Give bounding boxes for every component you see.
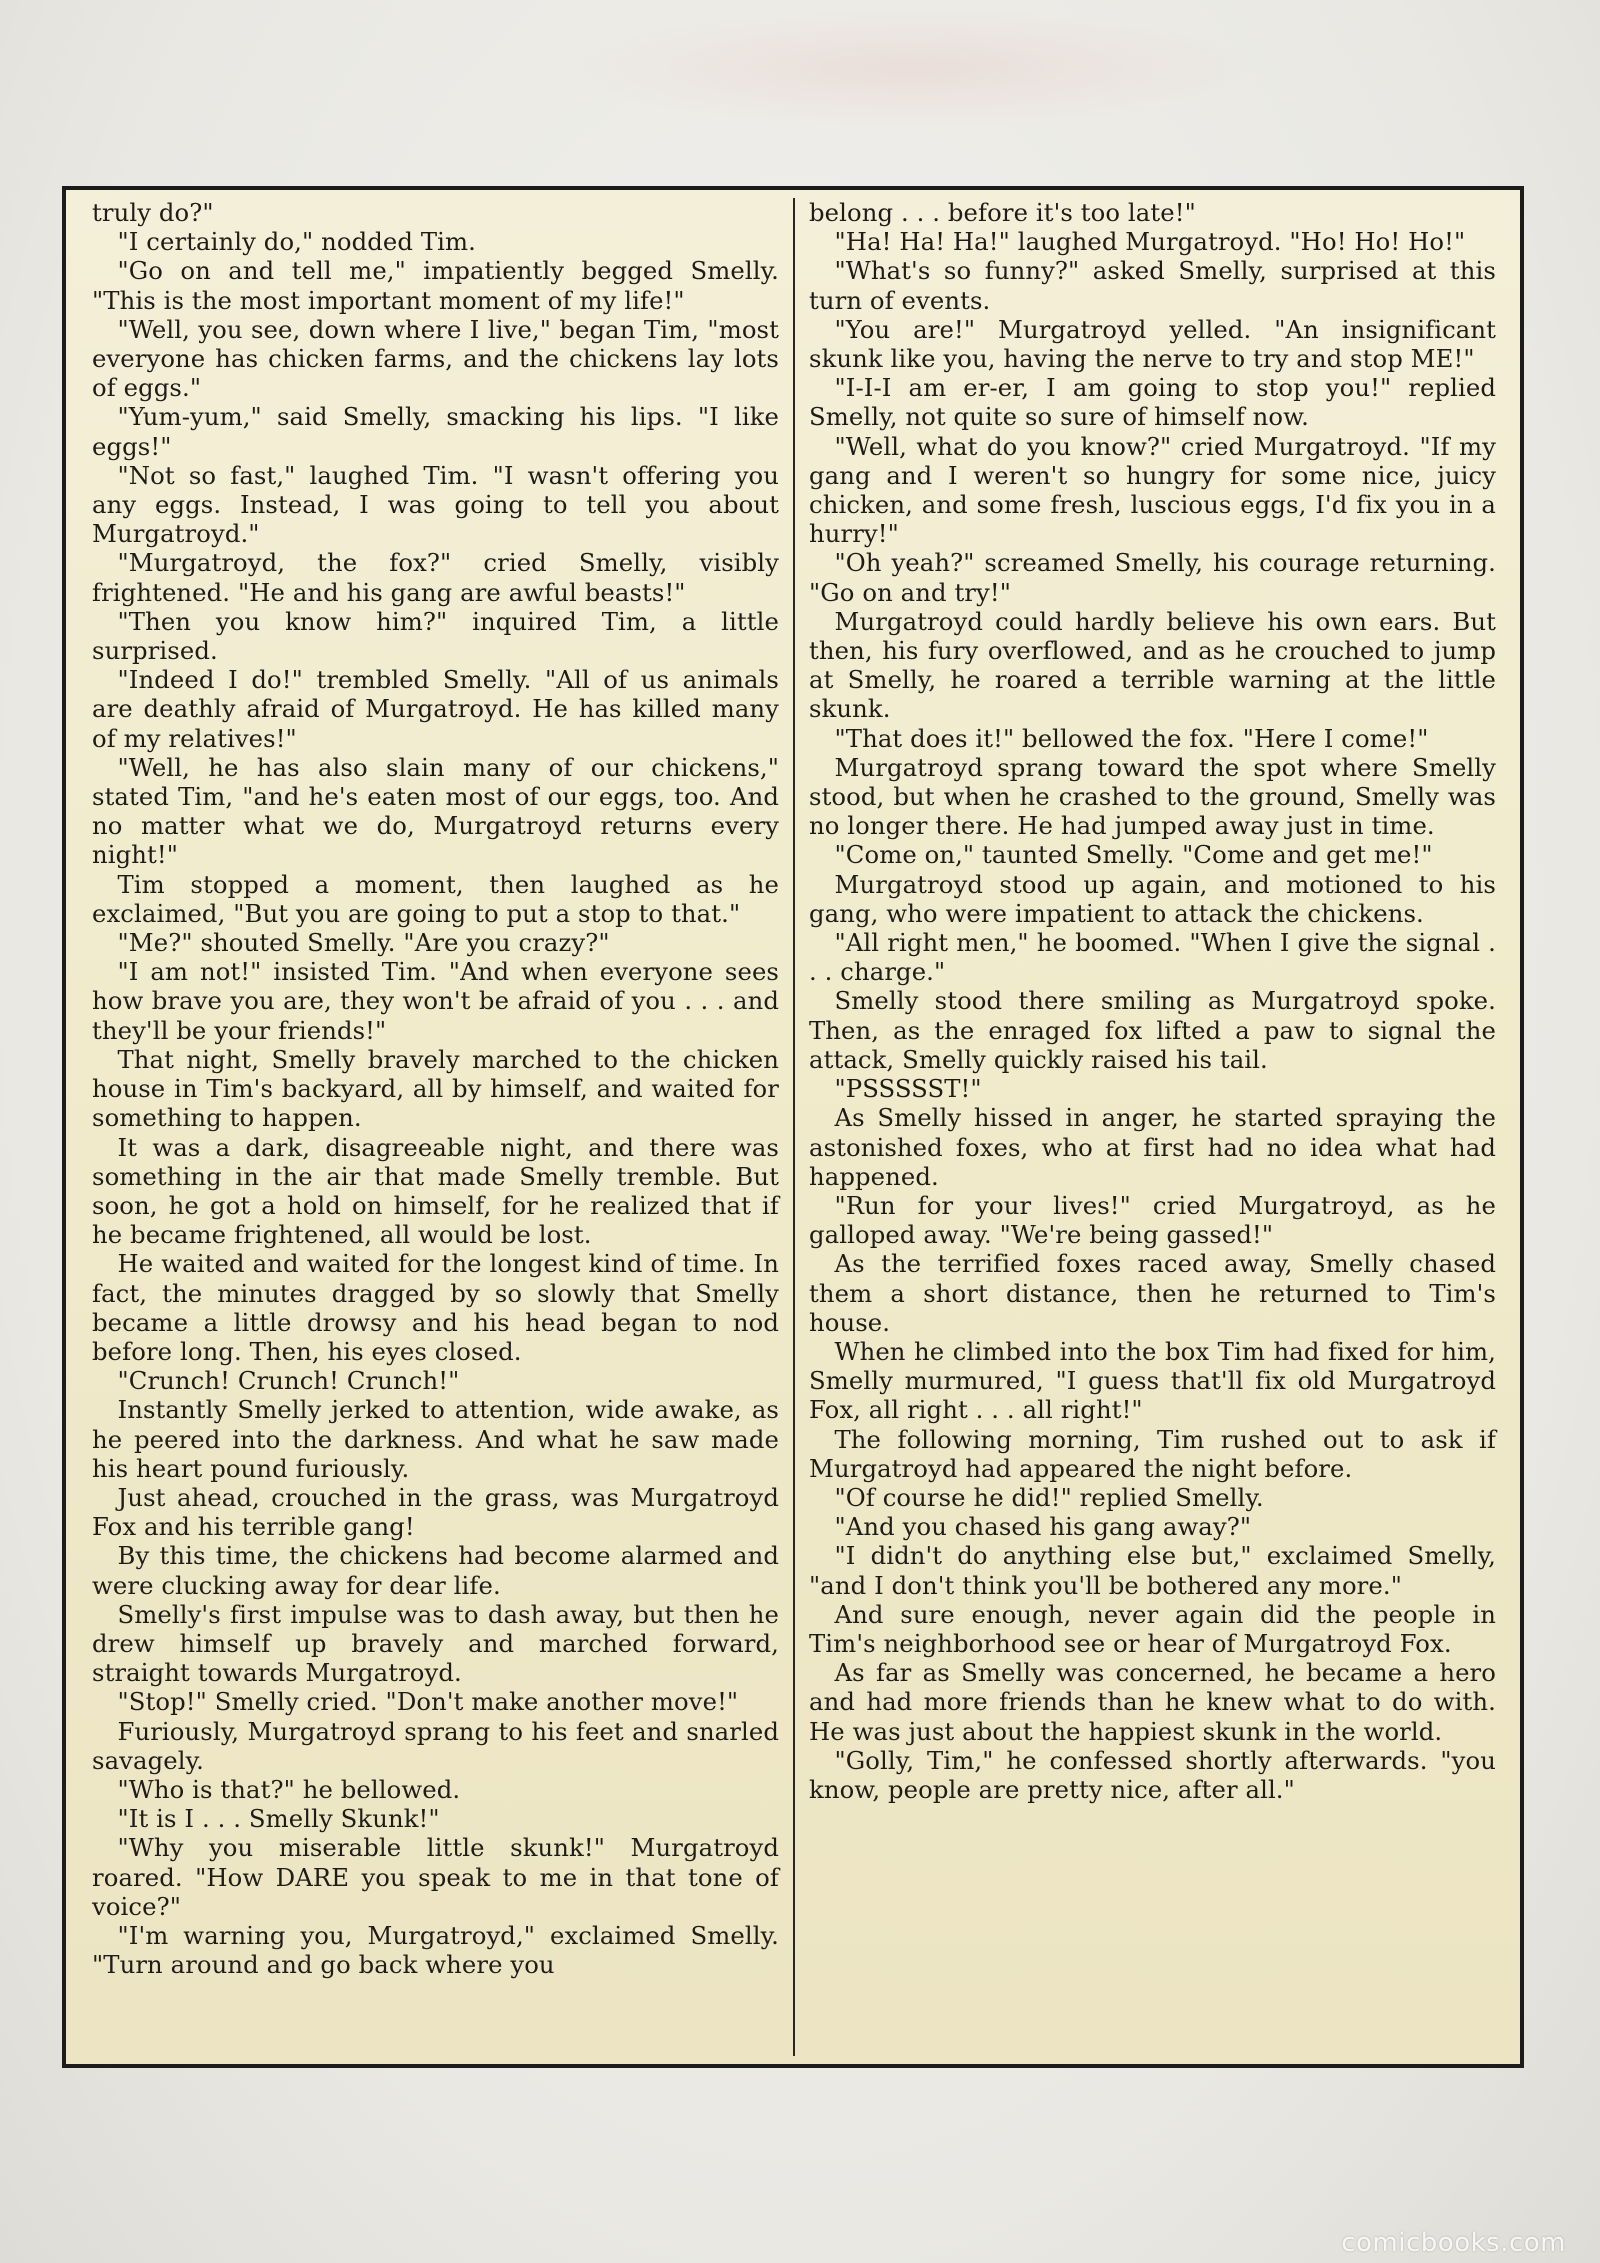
story-paragraph: "Of course he did!" replied Smelly.: [834, 1482, 1264, 1512]
right-column: [795, 198, 1506, 2056]
left-column: [82, 198, 795, 2056]
story-paragraph: As far as Smelly was concerned, he became a hero and had more friends than he knew what to do with. He was just about the happiest skunk in the world.: [809, 1658, 1496, 1746]
story-paragraph: Smelly stood there smiling as Murgatroyd spoke. Then, as the enraged fox lifted a paw to signal the attack, Smelly quickly raised his tail.: [809, 986, 1496, 1074]
story-paragraph: "Golly, Tim," he confessed shortly afterwards. "you know, people are pretty nice, after all.": [809, 1745, 1496, 1804]
story-paragraph: "Not so fast," laughed Tim. "I wasn't offering you any eggs. Instead, I was going to tell you about Murgatroyd.": [92, 460, 779, 549]
story-paragraph: truly do?": [92, 198, 214, 227]
story-paragraph: "Oh yeah?" screamed Smelly, his courage returning. "Go on and try!": [809, 548, 1496, 607]
story-paragraph: "You are!" Murgatroyd yelled. "An insignificant skunk like you, having the nerve to try and stop ME!": [809, 314, 1496, 374]
story-paragraph: "Then you know him?" inquired Tim, a little surprised.: [92, 606, 779, 666]
story-paragraph: "Come on," taunted Smelly. "Come and get me!": [834, 840, 1433, 870]
story-paragraph: And sure enough, never again did the people in Tim's neighborhood see or hear of Murgatroyd Fox.: [809, 1599, 1496, 1658]
story-paragraph: "I am not!" insisted Tim. "And when everyone sees how brave you are, they won't be afraid of you . . . and they'll be your friends!": [92, 957, 779, 1045]
story-paragraph: It was a dark, disagreeable night, and there was something in the air that made Smelly tremble. But soon, he got a hold on himself, for he realized that if he became frightened, all would be lost.: [92, 1132, 779, 1250]
story-paragraph: "Me?" shouted Smelly. "Are you crazy?": [117, 928, 610, 958]
story-paragraph: Smelly's first impulse was to dash away, but then he drew himself up bravely and marched forward, straight towards Murgatroyd.: [92, 1599, 779, 1688]
story-paragraph: "That does it!" bellowed the fox. "Here I come!": [834, 723, 1429, 753]
story-paragraph: That night, Smelly bravely marched to the chicken house in Tim's backyard, all by himself, and waited for something to happen.: [92, 1044, 779, 1133]
site-watermark: comicbooks.com: [1341, 2228, 1566, 2258]
story-paragraph: "Crunch! Crunch! Crunch!": [117, 1366, 460, 1396]
paper-stain: [560, 8, 1260, 128]
story-paragraph: "Stop!" Smelly cried. "Don't make another move!": [117, 1687, 739, 1717]
story-paragraph: The following morning, Tim rushed out to ask if Murgatroyd had appeared the night before.: [809, 1424, 1496, 1483]
story-paragraph: By this time, the chickens had become alarmed and were clucking away for dear life.: [92, 1541, 779, 1600]
story-paragraph: Murgatroyd could hardly believe his own ears. But then, his fury overflowed, and as he crouched to jump at Smelly, he roared a terrible warning at the little skunk.: [809, 606, 1496, 724]
story-paragraph: Furiously, Murgatroyd sprang to his feet and snarled savagely.: [92, 1716, 779, 1775]
story-paragraph: "Well, what do you know?" cried Murgatroyd. "If my gang and I weren't so hungry for some nice, juicy chicken, and some fresh, luscious eggs, I'd fix you in a hurry!": [809, 431, 1496, 549]
story-paragraph: "Who is that?" he bellowed.: [117, 1774, 461, 1804]
story-paragraph: belong . . . before it's too late!": [809, 198, 1196, 227]
story-paragraph: "All right men," he boomed. "When I give the signal . . . charge.": [809, 928, 1496, 987]
story-paragraph: "Ha! Ha! Ha!" laughed Murgatroyd. "Ho! Ho! Ho!": [834, 227, 1466, 257]
story-paragraph: "It is I . . . Smelly Skunk!": [117, 1804, 440, 1834]
story-paragraph: "Indeed I do!" trembled Smelly. "All of us animals are deathly afraid of Murgatroyd. He has killed many of my relatives!": [92, 665, 779, 753]
story-paragraph: "Well, you see, down where I live," began Tim, "most everyone has chicken farms, and the chickens lay lots of eggs.": [92, 314, 779, 403]
story-paragraph: "Go on and tell me," impatiently begged Smelly. "This is the most important moment of my life!": [92, 256, 779, 315]
story-paragraph: "And you chased his gang away?": [834, 1512, 1252, 1542]
story-paragraph: "Well, he has also slain many of our chickens," stated Tim, "and he's eaten most of our eggs, too. And no matter what we do, Murgatroyd returns every night!": [92, 752, 779, 870]
story-paragraph: "Why you miserable little skunk!" Murgatroyd roared. "How DARE you speak to me in that tone of voice?": [92, 1833, 779, 1921]
story-paragraph: "I didn't do anything else but," exclaimed Smelly, "and I don't think you'll be bothered any more.": [809, 1541, 1496, 1600]
story-paragraph: Just ahead, crouched in the grass, was Murgatroyd Fox and his terrible gang!: [92, 1482, 779, 1542]
story-paragraph: "Murgatroyd, the fox?" cried Smelly, visibly frightened. "He and his gang are awful beasts!": [92, 548, 779, 607]
story-paragraph: As Smelly hissed in anger, he started spraying the astonished foxes, who at first had no idea what had happened.: [809, 1103, 1496, 1191]
story-paragraph: "I'm warning you, Murgatroyd," exclaimed Smelly. "Turn around and go back where you: [92, 1920, 779, 1980]
story-paragraph: Instantly Smelly jerked to attention, wide awake, as he peered into the darkness. And what he saw made his heart pound furiously.: [92, 1395, 779, 1483]
story-paragraph: "Yum-yum," said Smelly, smacking his lips. "I like eggs!": [92, 402, 779, 461]
story-text-box: [62, 186, 1524, 2068]
story-paragraph: "I certainly do," nodded Tim.: [117, 227, 476, 257]
story-paragraph: Murgatroyd stood up again, and motioned to his gang, who were impatient to attack the chickens.: [809, 869, 1496, 928]
story-paragraph: "What's so funny?" asked Smelly, surprised at this turn of events.: [809, 256, 1496, 315]
story-paragraph: "I-I-I am er-er, I am going to stop you!" replied Smelly, not quite so sure of himself now.: [809, 373, 1496, 432]
story-paragraph: When he climbed into the box Tim had fixed for him, Smelly murmured, "I guess that'll fix old Murgatroyd Fox, all right . . . all right!": [809, 1336, 1496, 1425]
story-paragraph: Tim stopped a moment, then laughed as he exclaimed, "But you are going to put a stop to that.": [92, 869, 779, 928]
story-paragraph: "PSSSSST!": [834, 1074, 982, 1104]
story-paragraph: He waited and waited for the longest kind of time. In fact, the minutes dragged by so slowly that Smelly became a little drowsy and his head began to nod before long. Then, his eyes closed.: [92, 1249, 779, 1366]
story-paragraph: Murgatroyd sprang toward the spot where Smelly stood, but when he crashed to the ground, Smelly was no longer there. He had jumped away just in time.: [809, 752, 1496, 841]
story-paragraph: "Run for your lives!" cried Murgatroyd, as he galloped away. "We're being gassed!": [809, 1190, 1496, 1250]
story-paragraph: As the terrified foxes raced away, Smelly chased them a short distance, then he returned to Tim's house.: [809, 1249, 1496, 1337]
